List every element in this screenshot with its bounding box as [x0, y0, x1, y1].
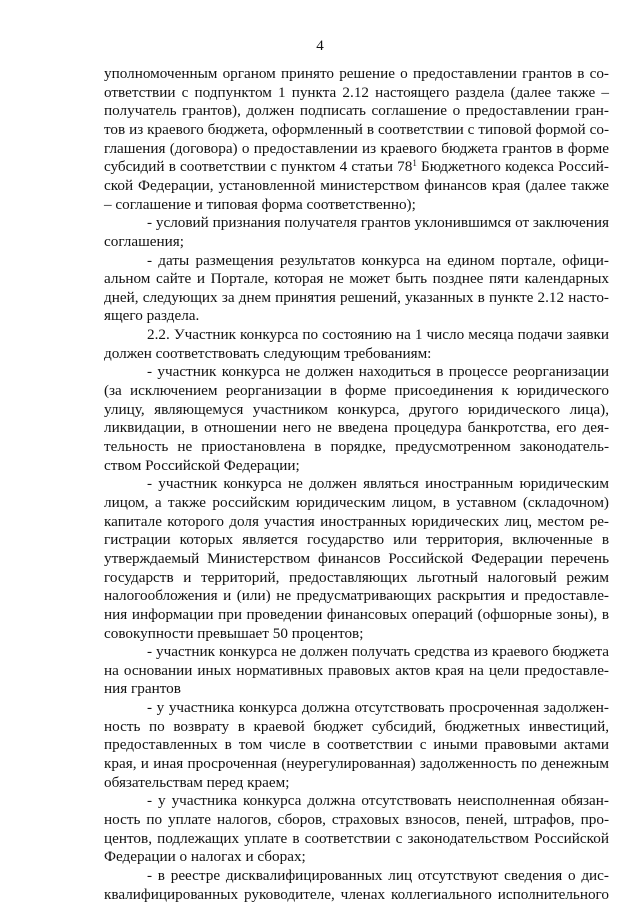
text-line	[104, 419, 609, 436]
text-segment: 2.2. Участник конкурса по состоянию на 1 число месяца подачи заявки	[147, 326, 609, 344]
text-segment: – соглашение и типовая форма соответственно);	[104, 195, 416, 213]
text-line	[104, 848, 609, 865]
text-segment: улицу, являющемуся участником конкурса, другого юридического лица),	[104, 400, 609, 418]
text-line	[104, 84, 609, 101]
text-segment: ской Федерации, установленной министерством финансов края (далее также	[104, 176, 609, 194]
text-segment: ящего раздела.	[104, 307, 200, 325]
text-segment: альном сайте и Портале, которая не может быть позднее пяти календарных	[104, 270, 609, 288]
text-line	[147, 643, 609, 660]
text-segment: Федерации о налогах и сборах;	[104, 848, 306, 866]
text-segment: - участник конкурса не должен находиться в процессе реорганизации	[147, 363, 609, 381]
text-line	[104, 345, 609, 362]
text-segment: утверждаемый Министерством финансов Российской Федерации перечень	[104, 549, 609, 567]
text-line	[104, 680, 609, 697]
text-line	[104, 158, 609, 175]
text-line	[104, 736, 609, 753]
text-segment: на основании иных нормативных правовых актов края на цели предоставле-	[104, 661, 609, 679]
text-segment: ность по возврату в краевой бюджет субсидий, бюджетных инвестиций,	[104, 717, 609, 735]
page-number: 4	[316, 38, 324, 54]
text-line	[104, 531, 609, 548]
text-segment: обязательствам перед краем;	[104, 773, 290, 791]
text-segment: - даты размещения результатов конкурса на едином портале, офици-	[147, 251, 609, 269]
text-segment: капитале которого доля участия иностранных юридических лиц, местом ре-	[104, 512, 609, 530]
text-segment: тельность не приостановлена в порядке, предусмотренном законодатель-	[104, 438, 609, 455]
text-line	[147, 326, 609, 343]
text-line	[147, 252, 609, 269]
text-line	[147, 792, 609, 809]
text-segment: государств и территорий, предоставляющих льготный налоговый режим	[104, 568, 609, 586]
text-segment: центов, подлежащих уплате в соответствии с законодательством Российской	[104, 829, 609, 847]
text-line	[104, 550, 609, 567]
text-segment: должен соответствовать следующим требованиям:	[104, 344, 432, 362]
text-segment: ликвидации, в отношении него не введена процедура банкротства, его дея-	[104, 419, 609, 437]
text-segment: ством Российской Федерации;	[104, 456, 300, 474]
text-segment: уполномоченным органом принято решение о предоставлении грантов в со-	[104, 65, 609, 82]
text-line	[104, 65, 609, 82]
text-line	[147, 475, 609, 492]
text-line	[104, 196, 609, 213]
text-segment: - у участника конкурса должна отсутствовать просроченная задолжен-	[147, 699, 609, 717]
text-segment: лицом, а также российским юридическим лицом, в уставном (складочном)	[104, 493, 609, 511]
text-segment: ния информации при проведении финансовых операций (офшорные зоны), в	[104, 605, 609, 623]
text-line	[104, 830, 609, 847]
text-segment: Бюджетного кодекса Россий-	[416, 158, 609, 176]
text-segment: - в реестре дисквалифицированных лиц отсутствуют сведения о дис-	[147, 866, 609, 884]
text-segment: - условий признания получателя грантов уклонившимся от заключения	[147, 214, 609, 232]
text-segment: глашения (договора) о предоставлении из краевого бюджета грантов в форме	[104, 139, 609, 157]
text-line	[104, 494, 609, 511]
text-line	[104, 270, 609, 287]
text-segment: ния грантов	[104, 680, 181, 698]
text-line	[104, 587, 609, 604]
text-line	[104, 233, 609, 250]
text-line	[147, 214, 609, 231]
text-segment: получатель грантов), должен подписать соглашение о предоставлении гран-	[104, 102, 609, 120]
text-segment: - участник конкурса не должен являться иностранным юридическим	[147, 475, 609, 493]
text-line	[104, 401, 609, 418]
text-segment: дней, следующих за днем принятия решений, указанных в пункте 2.12 насто-	[104, 288, 609, 306]
text-segment: ность по уплате налогов, сборов, страховых взносов, пеней, штрафов, про-	[104, 811, 609, 828]
text-segment: совокупности превышает 50 процентов;	[104, 624, 364, 642]
text-line	[104, 382, 609, 399]
text-line	[147, 867, 609, 884]
text-segment: соглашения;	[104, 232, 185, 250]
text-line	[104, 755, 609, 772]
text-line	[104, 177, 609, 194]
text-segment: (за исключением реорганизации в форме присоединения к юридического	[104, 382, 609, 400]
text-line	[104, 774, 609, 791]
text-line	[104, 457, 609, 474]
text-line	[147, 363, 609, 380]
text-line	[104, 625, 609, 642]
text-line	[104, 606, 609, 623]
text-line	[104, 438, 609, 455]
text-line	[104, 140, 609, 157]
text-segment: квалифицированных руководителе, членах коллегиального исполнительного	[104, 885, 609, 903]
text-segment: - участник конкурса не должен получать средства из краевого бюджета	[147, 643, 609, 661]
text-line	[104, 513, 609, 530]
text-line	[104, 811, 609, 828]
text-segment: края, и иная просроченная (неурегулированная) задолженность по денежным	[104, 755, 609, 773]
text-segment: предоставленных в том числе в соответствии с иными правовыми актами	[104, 736, 609, 754]
text-segment: налогообложения и (или) не предусматривающих раскрытия и предоставле-	[104, 587, 609, 605]
text-segment: тов из краевого бюджета, оформленный в соответствии с типовой формой со-	[104, 120, 609, 138]
text-segment: - у участника конкурса должна отсутствовать неисполненная обязан-	[147, 792, 609, 810]
text-line	[104, 662, 609, 679]
text-segment: субсидий в соответствии с пунктом 4 статьи 78	[104, 158, 413, 176]
text-line	[104, 307, 609, 324]
text-segment: ответствии с подпунктом 1 пункта 2.12 настоящего раздела (далее также –	[104, 83, 609, 101]
text-line	[104, 289, 609, 306]
text-line	[104, 102, 609, 119]
text-line	[104, 569, 609, 586]
superscript: 1	[412, 158, 417, 169]
text-line	[104, 121, 609, 138]
text-line	[104, 886, 609, 903]
text-line	[147, 699, 609, 716]
text-line	[104, 718, 609, 735]
text-segment: гистрации которых является государство или территория, включенные в	[104, 531, 609, 549]
